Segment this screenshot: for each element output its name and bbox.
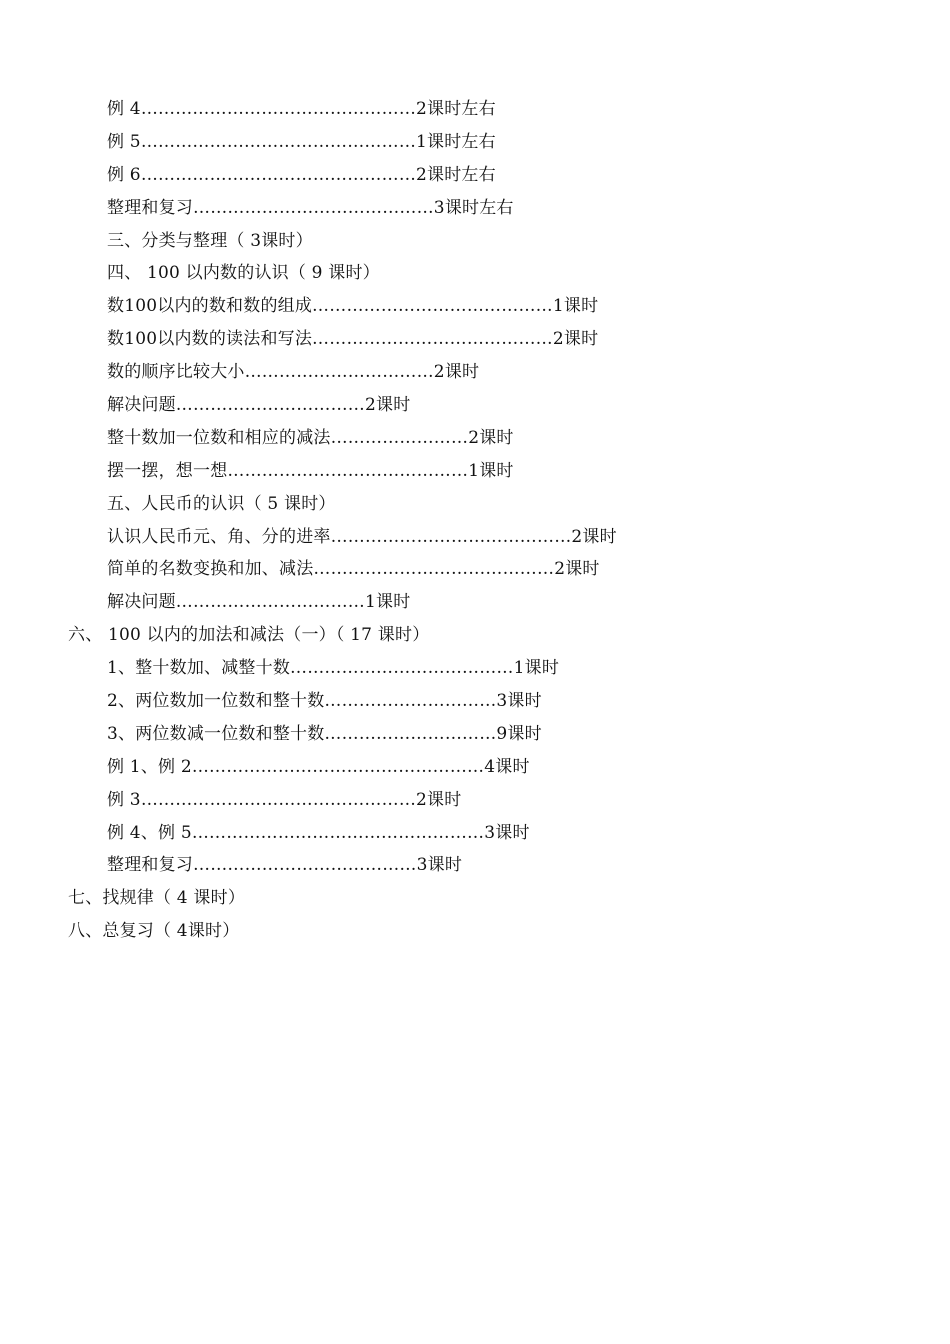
- list-item: 解决问题……………………………1课时: [107, 592, 411, 613]
- list-item: 例 5…………………………………………1课时左右: [107, 131, 496, 152]
- list-item: 例 1、例 2……………………………………………4课时: [107, 756, 530, 777]
- section-heading: 四、 100 以内数的认识（ 9 课时）: [107, 263, 380, 284]
- list-item: 3、两位数减一位数和整十数…………………………9课时: [107, 723, 542, 744]
- list-item: 例 4…………………………………………2课时左右: [107, 99, 496, 119]
- list-item: 认识人民币元、角、分的进率……………………………………2课时: [107, 526, 617, 547]
- list-item: 数100以内的数和数的组成……………………………………1课时: [107, 296, 599, 317]
- list-item: 例 4、例 5……………………………………………3课时: [107, 822, 530, 843]
- list-item: 例 3…………………………………………2课时: [107, 789, 462, 810]
- list-item: 摆一摆，想一想……………………………………1课时: [107, 460, 514, 481]
- list-item: 整理和复习…………………………………3课时: [107, 855, 463, 876]
- list-item: 2、两位数加一位数和整十数…………………………3课时: [107, 691, 542, 712]
- section-heading: 七、找规律（ 4 课时）: [68, 888, 246, 909]
- list-item: 简单的名数变换和加、减法……………………………………2课时: [107, 559, 600, 580]
- list-item: 整理和复习……………………………………3课时左右: [107, 197, 514, 218]
- list-item: 例 6…………………………………………2课时左右: [107, 164, 496, 185]
- section-heading: 八、总复习（ 4课时）: [68, 921, 240, 942]
- section-heading: 五、人民币的认识（ 5 课时）: [107, 493, 336, 514]
- list-item: 解决问题……………………………2课时: [107, 395, 411, 416]
- list-item: 整十数加一位数和相应的减法……………………2课时: [107, 427, 514, 448]
- list-item: 数100以内数的读法和写法……………………………………2课时: [107, 329, 599, 350]
- lesson-plan-list: [0, 93, 950, 948]
- list-item: 1、整十数加、减整十数…………………………………1课时: [107, 658, 560, 679]
- section-heading: 六、 100 以内的加法和减法（一）（ 17 课时）: [68, 625, 430, 646]
- list-item: 数的顺序比较大小……………………………2课时: [107, 362, 480, 383]
- section-heading: 三、分类与整理（ 3课时）: [107, 230, 313, 251]
